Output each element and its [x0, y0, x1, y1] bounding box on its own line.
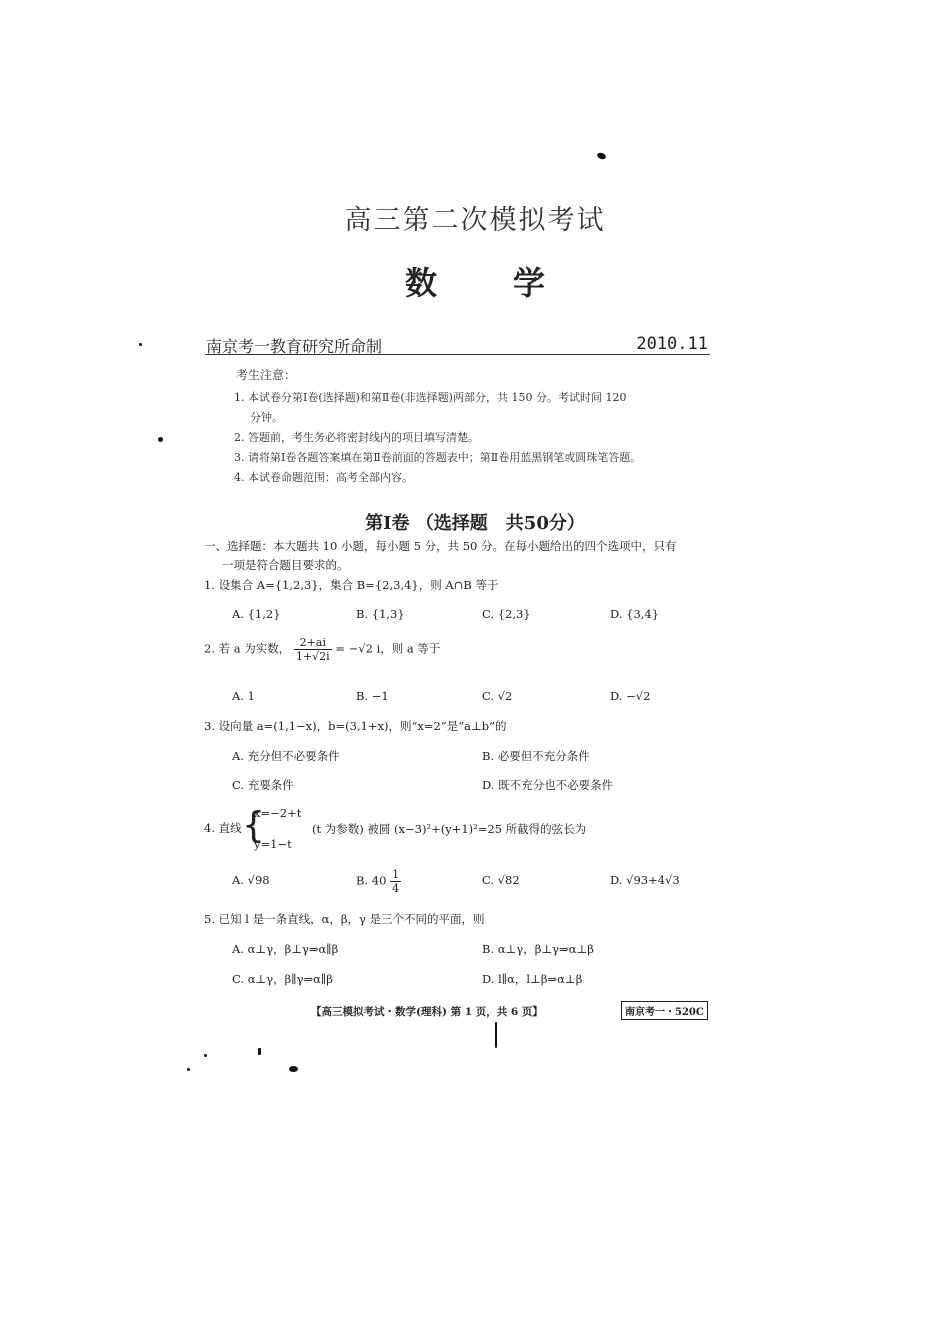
q4-option-b-label: B. 40: [356, 873, 387, 888]
q3-option-c: C. 充要条件: [232, 778, 294, 792]
q2-stem-suffix: = −√2 i，则 a 等于: [335, 641, 441, 656]
q5-option-c: C. α⊥γ，β∥γ⇒α∥β: [232, 972, 333, 986]
q2-option-c: C. √2: [482, 689, 513, 703]
q1-option-c: C. {2,3}: [482, 607, 531, 621]
q3-option-b: B. 必要但不充分条件: [482, 749, 590, 763]
q4-option-d: D. √93+4√3: [610, 873, 680, 887]
q3-option-a: A. 充分但不必要条件: [232, 749, 340, 763]
q2-frac-num: 2+ai: [294, 636, 332, 650]
q4-option-b-fraction: [390, 868, 401, 895]
q2-option-b: B. −1: [356, 689, 389, 703]
q2-stem: [204, 636, 440, 663]
q2-option-d: D. −√2: [610, 689, 651, 703]
scan-speck: [204, 1054, 207, 1057]
q4-stem-suffix: (t 为参数) 被圆 (x−3)²+(y+1)²=25 所截得的弦长为: [312, 822, 587, 836]
q4-option-b-frac-num: 1: [392, 868, 400, 881]
scan-speck: [495, 1022, 497, 1048]
exam-date: 2010.11: [636, 334, 708, 354]
q3-option-d: D. 既不充分也不必要条件: [482, 778, 614, 792]
publisher: 南京考一教育研究所命制: [206, 337, 383, 356]
section-instruction-2: 一项是符合题目要求的。: [222, 558, 349, 572]
q1-option-b: B. {1,3}: [356, 607, 405, 621]
scan-speck: [596, 152, 607, 161]
notice-item-2: 2. 答题前，考生务必将密封线内的项目填写清楚。: [234, 431, 479, 444]
q3-stem: 3. 设向量 a=(1,1−x)，b=(3,1+x)，则“x=2”是“a⊥b”的: [204, 719, 507, 733]
exam-code-box: 南京考一・520C: [621, 1001, 708, 1020]
q5-option-d: D. l∥α，l⊥β⇒α⊥β: [482, 972, 583, 986]
q4-param-line-2: y=1−t: [254, 837, 292, 851]
section-title: 第Ⅰ卷 （选择题 共50分）: [365, 513, 585, 534]
header-rule: [205, 354, 710, 355]
notice-item-4: 4. 本试卷命题范围：高考全部内容。: [234, 471, 413, 484]
subject-heading: [0, 258, 950, 304]
q1-stem: 1. 设集合 A={1,2,3}，集合 B={2,3,4}，则 A∩B 等于: [204, 578, 499, 592]
section-instruction-1: 一、选择题：本大题共 10 小题，每小题 5 分，共 50 分。在每小题给出的四个选项中，只有: [204, 539, 677, 553]
q4-option-a: A. √98: [232, 873, 270, 887]
q1-option-d: D. {3,4}: [610, 607, 660, 621]
q4-param-line-1: x=−2+t: [254, 806, 302, 820]
scan-speck: [289, 1066, 298, 1072]
q4-option-b: [356, 868, 401, 895]
scan-speck: [187, 1068, 190, 1071]
q2-fraction: [294, 636, 332, 663]
q2-stem-prefix: 2. 若 a 为实数，: [204, 641, 291, 656]
q4-brace: {: [242, 805, 265, 846]
subject-char-1: 数: [404, 264, 437, 302]
q2-frac-den: 1+√2i: [295, 650, 330, 663]
notice-item-3: 3. 请将第Ⅰ卷各题答案填在第Ⅱ卷前面的答题表中；第Ⅱ卷用蓝黑钢笔或圆珠笔答题。: [234, 451, 642, 464]
q5-option-b: B. α⊥γ，β⊥γ⇒α⊥β: [482, 942, 594, 956]
scan-speck: [258, 1048, 261, 1055]
q5-stem: 5. 已知 l 是一条直线，α，β，γ 是三个不同的平面，则: [204, 912, 485, 926]
exam-title: 高三第二次模拟考试: [344, 205, 606, 236]
q2-option-a: A. 1: [232, 689, 255, 703]
notice-item-1-cont: 分钟。: [250, 411, 283, 424]
q4-option-c: C. √82: [482, 873, 520, 887]
q4-option-b-frac-den: 4: [392, 882, 400, 895]
scan-speck: [158, 437, 163, 442]
q4-stem-prefix: 4. 直线: [204, 821, 242, 835]
q1-option-a: A. {1,2}: [232, 607, 281, 621]
scan-speck: [139, 343, 142, 346]
notice-heading: 考生注意：: [236, 368, 297, 382]
notice-item-1: 1. 本试卷分第Ⅰ卷(选择题)和第Ⅱ卷(非选择题)两部分，共 150 分。考试时间 120: [234, 391, 627, 404]
q5-option-a: A. α⊥γ，β⊥γ⇒α∥β: [232, 942, 339, 956]
page-footer: 【高三模拟考试・数学(理科) 第 1 页，共 6 页】: [311, 1006, 543, 1018]
subject-char-2: 学: [513, 264, 546, 302]
